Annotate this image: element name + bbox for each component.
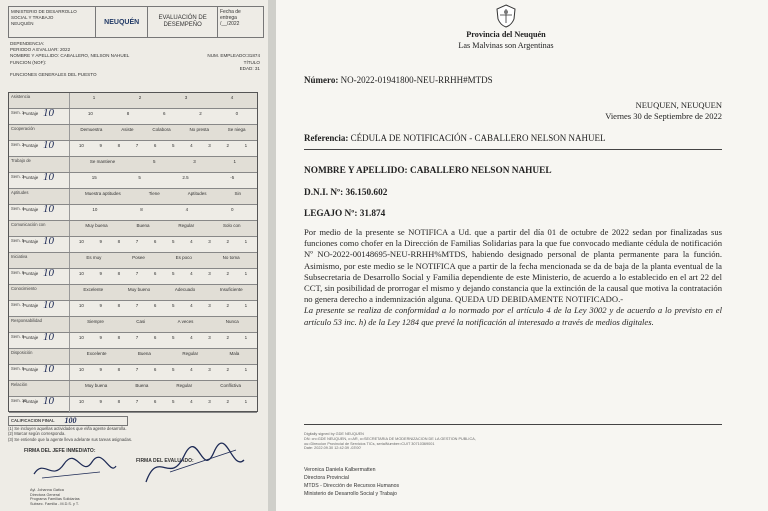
- score-row: [9, 141, 257, 157]
- grid-divider: [69, 157, 70, 172]
- score-options: [71, 255, 255, 260]
- score-option: 2: [226, 399, 229, 404]
- score-option: Se niega: [227, 127, 246, 132]
- score-option: Posee: [132, 255, 145, 260]
- footnote-2: (2) Marcar según corresponda.: [8, 431, 66, 437]
- score-option: 1: [244, 335, 248, 340]
- supervisor-stamp: [30, 488, 80, 506]
- digital-sig-line-1: Digitally signed by GDE NEUQUEN: [304, 432, 364, 436]
- score-option: 2: [226, 239, 229, 244]
- province-crest-icon: [495, 4, 517, 28]
- evaluation-grid: [8, 92, 258, 412]
- score-options: [71, 271, 255, 276]
- score-option: 10: [92, 207, 98, 212]
- meta-funcion: FUNCION (NOF):: [10, 59, 47, 65]
- score-option: 5: [172, 271, 175, 276]
- evaluation-form-photo: [0, 0, 268, 511]
- score-option: 4: [190, 239, 193, 244]
- score-option: 5: [172, 367, 175, 372]
- score-row: [9, 237, 257, 253]
- score-option: 1: [244, 303, 248, 308]
- score-option: 2: [199, 111, 202, 116]
- score-option: Buena: [137, 351, 151, 356]
- score-option: 7: [135, 303, 139, 308]
- digital-sig-line-3: ou=Direccion Provincial de Servicios TICs, serialNumber=CUIT 30710369001: [304, 441, 435, 446]
- score-option: 1: [92, 95, 96, 100]
- grid-divider: [69, 205, 70, 220]
- score-options: [71, 399, 255, 404]
- grid-divider: [69, 141, 70, 156]
- score-option: Muy bueno: [127, 287, 151, 292]
- score-option: 3: [193, 159, 196, 164]
- score-option: 3: [208, 239, 211, 244]
- score-option: 6: [153, 239, 157, 244]
- score-option: 4: [230, 95, 234, 100]
- score-option: 9: [99, 239, 102, 244]
- row-label: Sem. 8: [11, 334, 25, 339]
- score-option: 3: [208, 271, 211, 276]
- score-row: [9, 333, 257, 349]
- score-option: Asiste: [121, 127, 134, 132]
- score-option: 7: [135, 271, 139, 276]
- meta-nombre: NOMBRE Y APELLIDO: CABALLERO, NELSON NAHUEL: [10, 53, 130, 59]
- document-city: NEUQUEN, NEUQUEN: [635, 100, 722, 110]
- reference-divider: [304, 149, 722, 150]
- handwritten-score: 10: [43, 363, 54, 375]
- score-option: 6: [153, 143, 157, 148]
- score-option: 6: [162, 111, 166, 116]
- score-option: No presta: [189, 127, 209, 132]
- grid-divider: [69, 285, 70, 300]
- row-label: Aptitudes: [11, 190, 29, 195]
- score-row: [9, 173, 257, 189]
- score-option: 5: [172, 239, 175, 244]
- handwritten-score: 10: [43, 107, 54, 119]
- grid-divider: [69, 397, 70, 412]
- handwritten-score: 10: [43, 139, 54, 151]
- score-option: 2: [138, 95, 142, 100]
- score-option: 8: [117, 335, 121, 340]
- row-label: Sem. 10: [11, 398, 27, 403]
- score-option: Buena: [136, 223, 150, 228]
- score-option: 3: [208, 143, 211, 148]
- score-option: Conflictiva: [220, 383, 241, 388]
- signer-block: [304, 466, 399, 498]
- stamp-line-3: Programa Familias Solidarias: [30, 497, 80, 502]
- puntaje-label: Puntaje: [23, 303, 39, 308]
- stamp-line-2: Directora General: [30, 492, 60, 497]
- document-number-value: NO-2022-01941800-NEU-RRHH#MTDS: [340, 75, 493, 85]
- digital-signature-info: [304, 432, 604, 451]
- meta-funciones: FUNCIONES GENERALES DEL PUESTO: [10, 72, 97, 78]
- score-options: [71, 367, 255, 372]
- score-option: 6: [153, 399, 157, 404]
- score-option: Solo con: [223, 223, 241, 228]
- score-option: 5: [172, 335, 175, 340]
- recipient-legajo: LEGAJO Nº: 31.874: [304, 209, 386, 219]
- score-option: A veces: [177, 319, 194, 324]
- row-label: Sem. 7: [11, 302, 25, 307]
- score-option: 2: [226, 303, 229, 308]
- row-label: Iniciativa: [11, 254, 28, 259]
- handwritten-score: 10: [43, 203, 54, 215]
- form-meta: [10, 41, 260, 78]
- ministry-line-3: NEUQUÉN: [11, 21, 34, 26]
- total-label: CALIFICACION FINAL: [11, 418, 55, 423]
- form-header-ministry: [9, 7, 96, 37]
- score-option: 10: [78, 143, 84, 148]
- score-options: [71, 111, 255, 116]
- score-option: 10: [78, 271, 84, 276]
- score-option: No toma: [222, 255, 240, 260]
- score-option: 1: [244, 399, 248, 404]
- score-option: Buena: [135, 383, 149, 388]
- puntaje-label: Puntaje: [23, 175, 39, 180]
- score-option: Casi: [136, 319, 146, 324]
- score-option: 8: [117, 239, 121, 244]
- score-option: 4: [185, 207, 189, 212]
- province-motto: Las Malvinas son Argentinas: [458, 41, 554, 50]
- score-options: [71, 159, 255, 164]
- score-option: 4: [190, 303, 193, 308]
- meta-titulo: TÍTULO: [243, 59, 260, 65]
- row-label: Sem. 5: [11, 238, 25, 243]
- score-option: 10: [78, 303, 84, 308]
- score-options: [71, 191, 255, 196]
- score-option: 7: [135, 143, 139, 148]
- grid-divider: [69, 173, 70, 188]
- notification-body: [304, 227, 722, 328]
- score-option: Excelente: [83, 287, 104, 292]
- score-option: 8: [140, 207, 143, 212]
- recipient-dni: D.N.I. Nº: 36.150.602: [304, 188, 388, 198]
- grid-divider: [69, 333, 70, 348]
- score-option: Regular: [178, 223, 195, 228]
- grid-divider: [69, 253, 70, 268]
- score-option: Regular: [182, 351, 199, 356]
- score-option: 9: [99, 367, 102, 372]
- supervisor-signature-label: FIRMA DEL JEFE INMEDIATO:: [24, 448, 96, 454]
- employee-signature-label: FIRMA DEL EVALUADO:: [136, 458, 194, 464]
- score-option: 5: [138, 175, 141, 180]
- notification-legal-note: La presente se realiza de conformidad a lo normado por el artículo 4 de la Ley 3002 y de acuerdo a lo previsto en el artículo 53 inc. h) de la Ley 1284 que prevé la notificación al interesado a través de medios digitales.: [304, 305, 722, 327]
- document-number-label: Número:: [304, 75, 339, 85]
- score-option: Adecuado: [174, 287, 196, 292]
- grid-divider: [69, 301, 70, 316]
- signer-ministry: Ministerio de Desarrollo Social y Trabajo: [304, 491, 397, 497]
- digital-sig-line-4: Date: 2022.09.30 12:42:39 -03'00': [304, 446, 362, 451]
- signer-office: MTDS - Dirección de Recursos Humanos: [304, 483, 400, 489]
- supervisor-signature-icon: [30, 454, 120, 484]
- score-option: 4: [190, 335, 193, 340]
- score-option: 1: [244, 271, 248, 276]
- score-row: [9, 205, 257, 221]
- score-option: Siempre: [87, 319, 104, 324]
- reference: [304, 133, 606, 143]
- puntaje-label: Puntaje: [23, 271, 39, 276]
- score-option: Colabora: [152, 127, 171, 132]
- score-option: 2: [226, 143, 229, 148]
- score-option: 0: [235, 111, 239, 116]
- grid-divider: [69, 125, 70, 140]
- score-option: 6: [153, 271, 157, 276]
- score-option: 1: [233, 159, 237, 164]
- stamp-line-1: Ayl. Johanna Gatica: [30, 488, 64, 492]
- row-label: Sem. 2: [11, 142, 25, 147]
- row-label: Sem. 1: [11, 110, 25, 115]
- score-option: 5: [172, 303, 175, 308]
- grid-divider: [69, 365, 70, 380]
- score-option: 2: [226, 271, 229, 276]
- score-options: [71, 207, 255, 212]
- score-row: [9, 109, 257, 125]
- neuquen-logo: NEUQUÉN: [96, 7, 148, 37]
- score-option: 3: [208, 399, 211, 404]
- score-option: 9: [99, 143, 102, 148]
- handwritten-score: 10: [43, 235, 54, 247]
- score-option: 0: [231, 207, 234, 212]
- row-label: Comunicación con: [11, 222, 46, 227]
- footnote-1: (1) Se incluyen aquellas actividades que el/la agente desarrolla.: [8, 425, 127, 431]
- recipient-name: NOMBRE Y APELLIDO: CABALLERO NELSON NAHUEL: [304, 166, 552, 176]
- score-option: 1: [244, 143, 248, 148]
- delivery-line-1: Fecha de: [219, 9, 241, 15]
- score-options: [71, 239, 255, 244]
- score-option: 1: [244, 239, 248, 244]
- reference-label: Referencia:: [304, 133, 349, 143]
- score-option: Se mantiene: [89, 159, 116, 164]
- score-option: Demuestra: [80, 127, 103, 132]
- score-option: 7: [135, 399, 139, 404]
- score-option: 9: [99, 271, 102, 276]
- puntaje-label: Puntaje: [23, 239, 39, 244]
- score-option: 7: [135, 335, 139, 340]
- score-options: [71, 319, 255, 324]
- handwritten-score: 10: [43, 171, 54, 183]
- document-number: [304, 75, 493, 85]
- handwritten-score: 10: [43, 267, 54, 279]
- score-option: 8: [117, 399, 121, 404]
- puntaje-label: Puntaje: [23, 367, 39, 372]
- score-row: [9, 269, 257, 285]
- grid-divider: [69, 317, 70, 332]
- row-label: Sem. 4: [11, 206, 25, 211]
- signature-divider: [304, 424, 722, 425]
- score-option: 5: [152, 159, 156, 164]
- signer-name: Veronica Daniela Kalbermatten: [304, 467, 376, 473]
- reference-value: CÉDULA DE NOTIFICACIÓN - CABALLERO NELSON NAHUEL: [350, 133, 606, 143]
- grid-divider: [69, 109, 70, 124]
- score-options: [71, 127, 255, 132]
- score-option: Insuficiente: [219, 287, 243, 292]
- score-option: 4: [190, 143, 193, 148]
- score-row: [9, 397, 257, 413]
- row-label: Sem. 9: [11, 366, 25, 371]
- score-options: [71, 143, 255, 148]
- form-header: [8, 6, 264, 38]
- notification-document: [276, 0, 768, 511]
- score-option: 6: [153, 367, 157, 372]
- score-option: 10: [87, 111, 93, 116]
- score-options: [71, 223, 255, 228]
- row-label: Cooperación: [11, 126, 35, 131]
- row-label: Disposición: [11, 350, 33, 355]
- score-option: Es poco: [175, 255, 192, 260]
- score-option: Regular: [176, 383, 193, 388]
- score-options: [71, 175, 255, 180]
- score-option: 2.5: [182, 175, 189, 180]
- meta-dependencia: DEPENDENCIA:: [10, 41, 45, 46]
- score-option: Sin: [234, 191, 241, 196]
- score-option: 8: [117, 143, 121, 148]
- score-option: 9: [99, 399, 102, 404]
- handwritten-score: 10: [43, 299, 54, 311]
- score-option: Mala: [229, 351, 240, 356]
- score-option: 10: [78, 335, 84, 340]
- score-option: 4: [190, 367, 193, 372]
- score-option: 10: [78, 367, 84, 372]
- row-label: Sem. 6: [11, 270, 25, 275]
- score-option: 10: [78, 399, 84, 404]
- form-delivery-date: [218, 7, 263, 37]
- score-option: 7: [135, 239, 139, 244]
- place-date: [605, 100, 722, 122]
- score-option: Muestra aptitudes: [84, 191, 121, 196]
- employee-signature-icon: [140, 442, 250, 492]
- row-label: Relación: [11, 382, 28, 387]
- grid-divider: [69, 221, 70, 236]
- ministry-line-1: MINISTERIO DE DESARROLLO: [11, 9, 77, 14]
- score-option: 9: [99, 335, 102, 340]
- score-options: [71, 351, 255, 356]
- form-title-line-1: EVALUACIÓN DE: [158, 15, 207, 21]
- score-option: 5: [172, 143, 175, 148]
- score-options: [71, 383, 255, 388]
- score-option: Excelente: [86, 351, 107, 356]
- score-option: 6: [153, 303, 157, 308]
- score-option: 3: [208, 303, 211, 308]
- score-option: 8: [117, 367, 121, 372]
- score-option: 8: [126, 111, 130, 116]
- score-option: 3: [208, 367, 211, 372]
- score-option: Tiene: [148, 191, 160, 196]
- grid-divider: [69, 189, 70, 204]
- notification-body-text: Por medio de la presente se NOTIFICA a Ud. que a partir del día 01 de octubre de 2022 sedan por finalizadas sus funciones como chofer en la Dirección de Familias Solidarias para la que fue convocado mediante cédula de notificación Nº NO-2022-00148695-NEU-RRHH%MTDS, habiendo designado personal de planta permanente para la función. Asimismo, por este medio se le NOTIFICA que a partir de la fecha mencionada se da de baja de la planta eventual de la Subsecretaria de Desarrollo Social y Familia dependiente de este Ministerio, de acuerdo a lo establecido en el art 22 del CCT, sin posibilidad de prorrogar el mismo y dejando constancia que la extinción de la causal que motiva la contratación no genera derecho a indemnización alguna. QUEDA UD DEBIDAMENTE NOTIFICADO.-: [304, 227, 722, 305]
- score-option: 5: [172, 399, 175, 404]
- score-option: 8: [117, 271, 121, 276]
- score-options: [71, 95, 255, 100]
- score-option: 6: [153, 335, 157, 340]
- handwritten-score: 10: [43, 331, 54, 343]
- score-option: Muy buena: [85, 383, 108, 388]
- score-option: 1: [244, 367, 248, 372]
- stamp-line-4: Subsec. Familia - M.D.S. y T.: [30, 501, 79, 506]
- row-label: Responsabilidad: [11, 318, 42, 323]
- meta-num-empleado: NUM. EMPLEADO:31874: [207, 53, 260, 59]
- row-label: Sem. 3: [11, 174, 25, 179]
- grid-divider: [69, 381, 70, 396]
- score-option: 4: [190, 271, 193, 276]
- delivery-line-3: /__/2022: [219, 21, 240, 27]
- form-footnotes: [8, 416, 258, 442]
- score-option: Nunca: [225, 319, 239, 324]
- row-label: Trabajo de: [11, 158, 31, 163]
- grid-divider: [69, 269, 70, 284]
- grid-divider: [69, 237, 70, 252]
- score-option: 8: [117, 303, 121, 308]
- score-option: Muy buena: [85, 223, 108, 228]
- form-title: [148, 7, 218, 37]
- document-date: Viernes 30 de Septiembre de 2022: [605, 111, 722, 121]
- photo-separator: [268, 0, 276, 511]
- signer-title: Directora Provincial: [304, 475, 349, 481]
- province-name: Provincia del Neuquén: [466, 30, 546, 39]
- score-option: 4: [190, 399, 193, 404]
- handwritten-score: 10: [43, 395, 54, 407]
- score-option: -5: [230, 175, 235, 180]
- score-options: [71, 335, 255, 340]
- form-title-line-2: DESEMPEÑO: [163, 22, 202, 28]
- ministry-line-2: SOCIAL Y TRABAJO: [11, 15, 54, 20]
- score-options: [71, 287, 255, 292]
- score-option: 10: [78, 239, 84, 244]
- score-option: 3: [208, 335, 211, 340]
- meta-edad: EDAD: 31: [239, 65, 260, 71]
- score-option: 15: [91, 175, 97, 180]
- total-value: 100: [64, 416, 77, 425]
- score-options: [71, 303, 255, 308]
- row-label: Conocimiento: [11, 286, 37, 291]
- score-row: [9, 301, 257, 317]
- puntaje-label: Puntaje: [23, 143, 39, 148]
- delivery-line-2: entrega: [219, 15, 237, 21]
- total-row: [8, 416, 128, 426]
- score-row: [9, 365, 257, 381]
- footnote-3: (3) Se entiende que la agente lleva adelante sus tareas asignadas.: [8, 436, 133, 442]
- score-option: 2: [226, 367, 229, 372]
- grid-divider: [69, 93, 70, 108]
- puntaje-label: Puntaje: [23, 335, 39, 340]
- score-option: Es muy: [86, 255, 102, 260]
- score-option: 2: [226, 335, 229, 340]
- score-option: 9: [99, 303, 102, 308]
- puntaje-label: Puntaje: [23, 399, 39, 404]
- row-label: Asistencia: [11, 94, 31, 99]
- meta-periodo: PERIODO A EVALUAR: 2022: [10, 47, 71, 53]
- score-option: 7: [135, 367, 139, 372]
- puntaje-label: Puntaje: [23, 207, 39, 212]
- digital-sig-line-2: DN: cn=GDE NEUQUEN, c=AR, o=SECRETARIA DE MODERNIZACION DE LA GESTION PUBLICA,: [304, 436, 476, 441]
- score-option: 3: [184, 95, 188, 100]
- puntaje-label: Puntaje: [23, 111, 39, 116]
- score-option: Aptitudes: [187, 191, 207, 196]
- grid-divider: [69, 349, 70, 364]
